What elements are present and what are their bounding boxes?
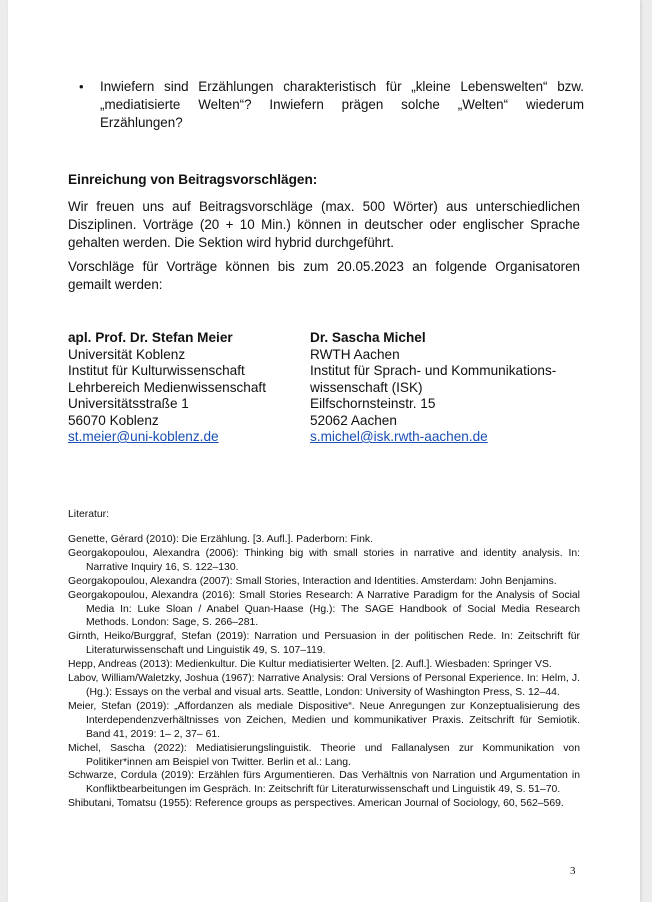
reference-list [68,533,580,811]
reference-item: Shibutani, Tomatsu (1955): Reference groups as perspectives. American Journal of Sociology, 60, 562–569. [68,798,564,810]
reference-item: Schwarze, Cordula (2019): Erzählen fürs Argumentieren. Das Verhältnis von Narration und Argumentation in Konfliktbearbeitungen im Gespräch. In: Zeitschrift für Literaturwissenschaft und Linguistik 49, S. 51–70. [68,770,580,796]
contact-line: Institut für Sprach- und Kommunikations- [310,363,557,378]
contact-line: Universitätsstraße 1 [68,396,189,411]
contact-line: Lehrbereich Medienwissenschaft [68,379,266,395]
literature-title: Literatur: [68,509,110,520]
paragraph-submission: Wir freuen uns auf Beitragsvorschläge (max. 500 Wörter) aus unterschiedlichen Disziplinen. Vorträge (20 + 10 Min.) können in deutscher oder englischer Sprache gehalten werden. Die Sektion wird hybrid durchgeführt. [68,199,580,250]
contact-line: RWTH Aachen [310,346,400,362]
contact-block-michel [310,330,556,446]
reference-item: Meier, Stefan (2019): „Affordanzen als mediale Dispositive“. Neue Anregungen zur Konzeptualisierung des Interdependenzverhältnisses von Zeichen, Medien und kommunikativer Praxis. Zeitschrift für Semiotik. Band 41, 2019: 1– 2, 37– 61. [68,700,580,740]
document-page [8,0,640,902]
bullet-question [79,78,584,132]
contact-name: apl. Prof. Dr. Stefan Meier [68,330,233,345]
paragraph-deadline: Vorschläge für Vorträge können bis zum 20.05.2023 an folgende Organisatoren gemailt werden: [68,259,580,292]
reference-item: Girnth, Heiko/Burggraf, Stefan (2019): Narration und Persuasion in der politischen Rede. In: Zeitschrift für Literaturwissenschaft und Linguistik 49, S. 107–119. [68,631,580,657]
contact-line: wissenschaft (ISK) [310,379,423,395]
reference-item: Georgakopoulou, Alexandra (2006): Thinking big with small stories in narrative and identity analysis. In: Narrative Inquiry 16, S. 122–130. [68,547,580,573]
section-heading: Einreichung von Beitragsvorschlägen: [68,172,318,187]
bullet-text: Inwiefern sind Erzählungen charakteristisch für „kleine Lebenswelten“ bzw. „mediatisierte Welten“? Inwiefern prägen solche „Welten“ wiederum Erzählungen? [100,79,584,130]
contact-line: Eilfschornsteinstr. 15 [310,396,436,411]
contact-block-meier [68,330,266,446]
contact-name: Dr. Sascha Michel [310,330,426,345]
contact-line: Institut für Kulturwissenschaft [68,363,245,378]
contact-email-link[interactable]: s.michel@isk.rwth-aachen.de [310,429,488,444]
reference-item: Michel, Sascha (2022): Mediatisierungslinguistik. Theorie und Fallanalysen zur Kommunikation von Politiker*innen am Beispiel von Twitter. Berlin et al.: Lang. [68,742,580,768]
contact-line: 56070 Koblenz [68,412,159,428]
reference-item: Hepp, Andreas (2013): Medienkultur. Die Kultur mediatisierter Welten. [2. Aufl.]. Wiesbaden: Springer VS. [68,659,552,671]
bullet-marker: • [79,79,84,94]
reference-item: Georgakopoulou, Alexandra (2007): Small Stories, Interaction and Identities. Amsterdam: John Benjamins. [68,575,557,587]
contact-email-link[interactable]: st.meier@uni-koblenz.de [68,429,219,444]
contact-line: 52062 Aachen [310,412,397,428]
reference-item: Genette, Gérard (2010): Die Erzählung. [3. Aufl.]. Paderborn: Fink. [68,534,373,545]
reference-item: Georgakopoulou, Alexandra (2016): Small Stories Research: A Narrative Paradigm for the Analysis of Social Media In: Luke Sloan / Anabel Quan-Haase (Hg.): The SAGE Handbook of Social Media Research Methods. London: Sage, S. 266–281. [68,589,580,629]
page-number: 3 [570,865,576,877]
contact-line: Universität Koblenz [68,346,186,362]
reference-item: Labov, William/Waletzky, Joshua (1967): Narrative Analysis: Oral Versions of Personal Experience. In: Helm, J. (Hg.): Essays on the verbal and visual arts. Seattle, London: University of Washington Press, S. 12–44. [68,673,580,698]
